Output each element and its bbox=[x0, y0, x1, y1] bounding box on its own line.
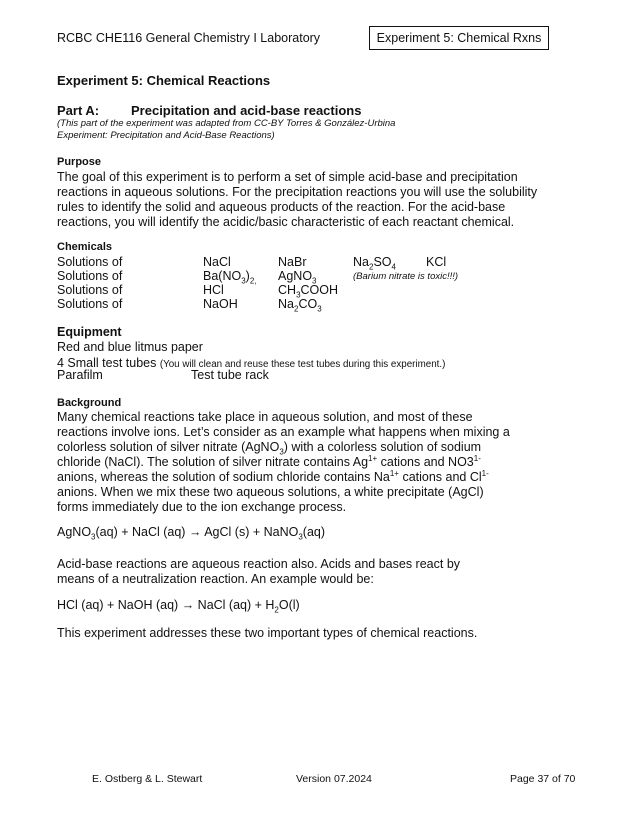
page-title: Experiment 5: Chemical Reactions bbox=[57, 73, 271, 88]
acid-base-line-1: Acid-base reactions are aqueous reaction also. Acids and bases react by bbox=[57, 557, 461, 571]
chemical-hcl: HCl bbox=[203, 283, 224, 297]
attribution-note-line-2: Experiment: Precipitation and Acid-Base Reactions) bbox=[57, 130, 275, 141]
chemical-na2co3: $Na_2CO_3$ bbox=[278, 297, 322, 314]
reaction-arrow: → bbox=[188, 525, 202, 539]
chemicals-row-label: Solutions of bbox=[57, 297, 123, 311]
footer-authors: E. Ostberg & L. Stewart bbox=[92, 773, 203, 785]
chemical-naoh: NaOH bbox=[203, 297, 238, 311]
chemical-nabr: NaBr bbox=[278, 255, 307, 269]
purpose-line-2: reactions in aqueous solutions. For the precipitation reactions you will use the solubility bbox=[57, 185, 538, 199]
background-line-5: anions, whereas the solution of sodium chloride contains $Na^{1+}$ cations and $Cl^{1-}$ bbox=[57, 468, 489, 484]
purpose-heading: Purpose bbox=[57, 156, 102, 168]
background-line-3: colorless solution of silver nitrate (AgNO$_3$) with a colorless solution of sodium bbox=[57, 440, 482, 457]
equipment-line-1: Red and blue litmus paper bbox=[57, 340, 203, 354]
background-line-6: anions. When we mix these two aqueous solutions, a white precipitate (AgCl) bbox=[57, 485, 484, 499]
reaction-arrow: → bbox=[181, 598, 195, 612]
background-line-2: reactions involve ions. Let’s consider as an example what happens when mixing a bbox=[57, 425, 510, 439]
neutralization-equation: HCl (aq) + NaOH (aq) → NaCl $(aq) + H_2O(l)$ bbox=[57, 598, 300, 615]
attribution-note-line-1: (This part of the experiment was adapted from CC-BY Torres & González-Urbina bbox=[57, 118, 396, 129]
chemicals-row-label: Solutions of bbox=[57, 283, 123, 297]
background-summary: This experiment addresses these two important types of chemical reactions. bbox=[57, 626, 478, 640]
header-experiment-box: Experiment 5: Chemical Rxns bbox=[369, 26, 549, 50]
chemical-agno3: AgNO$_3$ bbox=[278, 269, 317, 286]
background-line-7: forms immediately due to the ion exchange process. bbox=[57, 500, 347, 514]
chemical-nacl: NaCl bbox=[203, 255, 231, 269]
background-line-1: Many chemical reactions take place in aqueous solution, and most of these bbox=[57, 410, 473, 424]
purpose-line-1: The goal of this experiment is to perform a set of simple acid-base and precipitation bbox=[57, 170, 518, 184]
header-course: RCBC CHE116 General Chemistry I Laboratory bbox=[57, 31, 321, 45]
equipment-heading: Equipment bbox=[57, 325, 122, 339]
chemicals-row-label: Solutions of bbox=[57, 269, 123, 283]
purpose-line-4: reactions, you will identify the acidic/basic characteristic of each reactant chemical. bbox=[57, 215, 515, 229]
chemicals-heading: Chemicals bbox=[57, 241, 113, 253]
footer-version: Version 07.2024 bbox=[296, 773, 372, 785]
chemical-na2so4: $Na_2SO_4$ bbox=[353, 255, 396, 272]
part-a-title: Precipitation and acid-base reactions bbox=[131, 103, 362, 118]
equipment-parafilm: Parafilm bbox=[57, 368, 103, 382]
equipment-line-2: 4 Small test tubes (You will clean and reuse these test tubes during this experiment.) bbox=[57, 356, 446, 370]
part-a-label: Part A: bbox=[57, 103, 100, 118]
footer-page-number: Page 37 of 70 bbox=[510, 773, 576, 785]
purpose-line-3: rules to identify the solid and aqueous products of the reaction. For the acid-base bbox=[57, 200, 506, 214]
background-heading: Background bbox=[57, 397, 122, 409]
chemical-acetic-acid: $CH_3COOH$ bbox=[278, 283, 339, 300]
acid-base-line-2: means of a neutralization reaction. An example would be: bbox=[57, 572, 374, 586]
toxicity-warning: (Barium nitrate is toxic!!!) bbox=[353, 271, 459, 282]
precipitation-equation: AgNO$_3$(aq) + NaCl (aq) → AgCl (s) + NaNO$_3$(aq) bbox=[57, 525, 326, 542]
chemical-kcl: KCl bbox=[426, 255, 447, 269]
background-line-4: chloride (NaCl). The solution of silver nitrate contains $Ag^{1+}$ cations and $NO3^{1-}$ bbox=[57, 453, 481, 469]
chemical-barium-nitrate: $Ba(NO_3)_{2,}$ bbox=[203, 269, 257, 286]
equipment-test-tube-rack: Test tube rack bbox=[191, 368, 269, 382]
chemicals-row-label: Solutions of bbox=[57, 255, 123, 269]
